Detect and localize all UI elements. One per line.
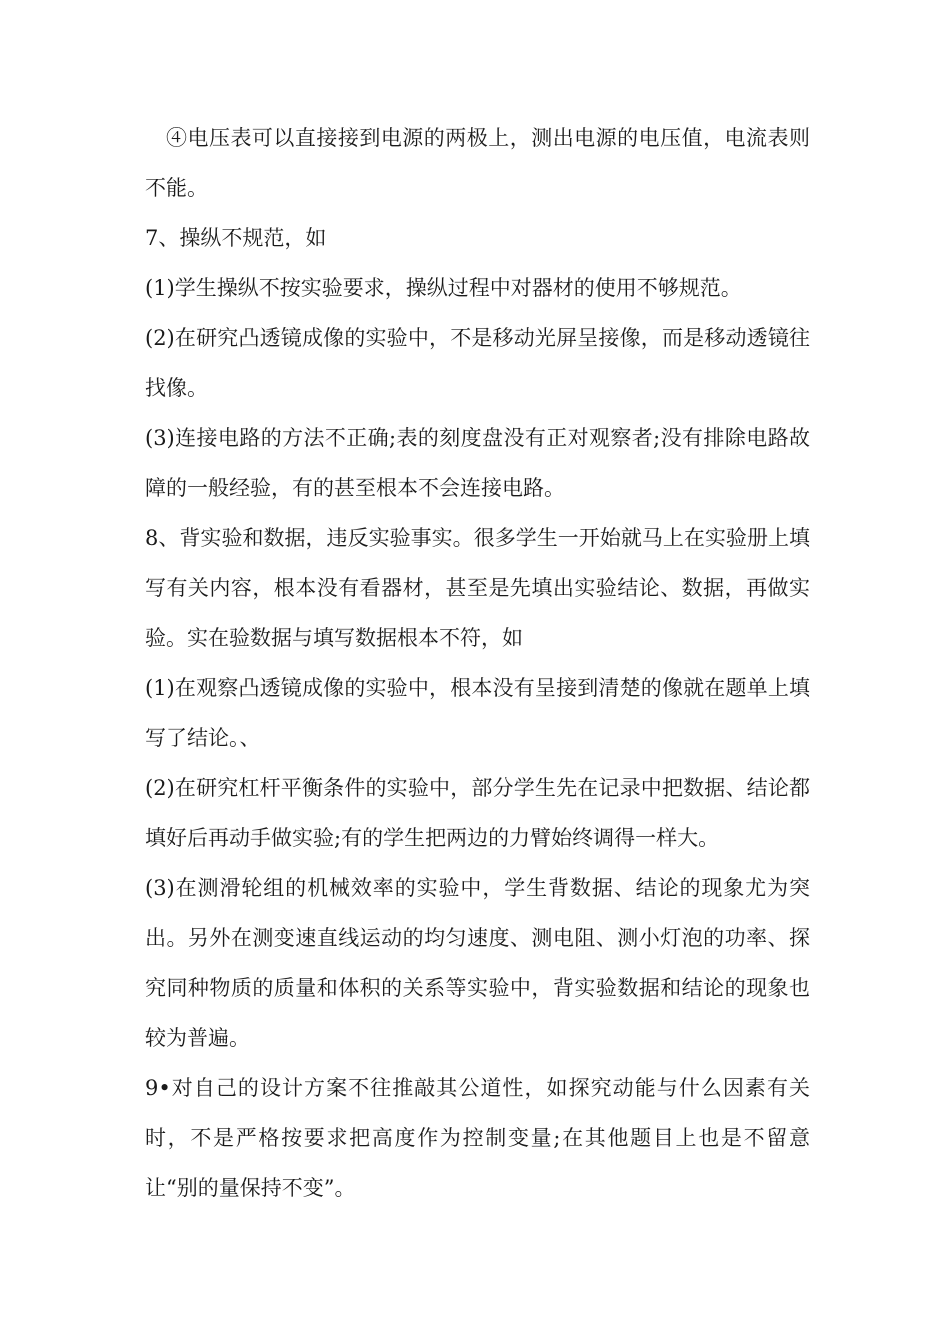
paragraph-item-8-heading: 8、背实验和数据，违反实验事实。很多学生一开始就马上在实验册上填写有关内容，根本没有看器材，甚至是先填出实验结论、数据，再做实验。实在验数据与填写数据根本不符，如 xyxy=(145,526,810,650)
paragraph-item-9: 9•对自己的设计方案不往推敲其公道性，如探究动能与什么因素有关时，不是严格按要求把高度作为控制变量;在其他题目上也是不留意让“别的量保持不变”。 xyxy=(145,1076,810,1200)
paragraph-item-8-1: (1)在观察凸透镜成像的实验中，根本没有呈接到清楚的像就在题单上填写了结论。、 xyxy=(145,676,810,750)
paragraph-item-8-2: (2)在研究杠杆平衡条件的实验中，部分学生先在记录中把数据、结论都填好后再动手做实验;有的学生把两边的力臂始终调得一样大。 xyxy=(145,776,810,850)
paragraph-item-8-3: (3)在测滑轮组的机械效率的实验中，学生背数据、结论的现象尤为突出。另外在测变速直线运动的均匀速度、测电阻、测小灯泡的功率、探究同种物质的质量和体积的关系等实验中，背实验数据和结论的现象也较为普遍。 xyxy=(145,876,810,1050)
paragraph-item-7-1: (1)学生操纵不按实验要求，操纵过程中对器材的使用不够规范。 xyxy=(145,276,742,300)
paragraph-voltmeter-note: ④电压表可以直接接到电源的两极上，测出电源的电压值，电流表则不能。 xyxy=(145,126,810,200)
document-body xyxy=(145,113,810,1213)
paragraph-item-7-heading: 7、操纵不规范，如 xyxy=(145,226,327,250)
paragraph-item-7-3: (3)连接电路的方法不正确;表的刻度盘没有正对观察者;没有排除电路故障的一般经验，有的甚至根本不会连接电路。 xyxy=(145,426,810,500)
paragraph-item-7-2: (2)在研究凸透镜成像的实验中，不是移动光屏呈接像，而是移动透镜往找像。 xyxy=(145,326,810,400)
